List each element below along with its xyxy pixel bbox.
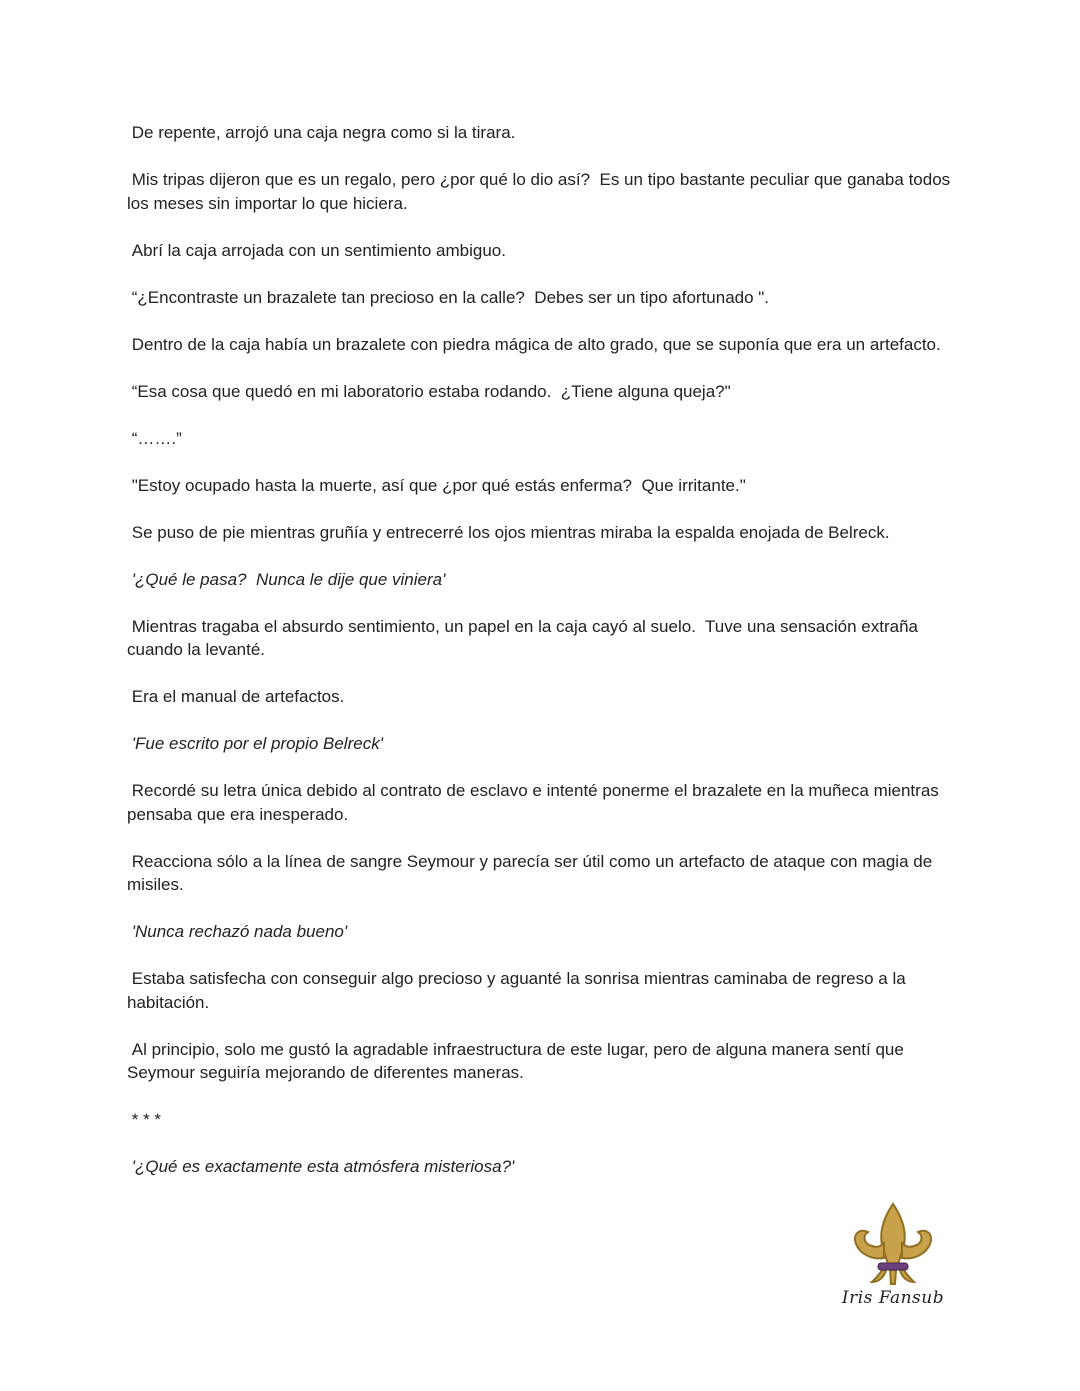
paragraph: Mientras tragaba el absurdo sentimiento, un papel en la caja cayó al suelo. Tuve una sensación extraña cuando la levanté. bbox=[127, 616, 923, 659]
paragraph: 'Nunca rechazó nada bueno' bbox=[127, 922, 348, 941]
paragraph: Estaba satisfecha con conseguir algo precioso y aguanté la sonrisa mientras caminaba de regreso a la habitación. bbox=[127, 969, 911, 1012]
paragraph: Era el manual de artefactos. bbox=[127, 687, 345, 706]
paragraph: Se puso de pie mientras gruñía y entrecerré los ojos mientras miraba la espalda enojada de Belreck. bbox=[127, 522, 890, 542]
paragraph: “¿Encontraste un brazalete tan precioso en la calle? Debes ser un tipo afortunado ". bbox=[127, 287, 770, 307]
paragraph: "Estoy ocupado hasta la muerte, así que ¿por qué estás enferma? Que irritante." bbox=[127, 475, 746, 495]
paragraph: 'Fue escrito por el propio Belreck' bbox=[127, 734, 383, 753]
paragraph: Reacciona sólo a la línea de sangre Seymour y parecía ser útil como un artefacto de ataque con magia de misiles. bbox=[127, 851, 937, 894]
paragraph: * * * bbox=[127, 1110, 162, 1129]
paragraph: Mis tripas dijeron que es un regalo, pero ¿por qué lo dio así? Es un tipo bastante peculiar que ganaba todos los meses sin importar lo que hiciera. bbox=[127, 170, 955, 213]
paragraph: Recordé su letra única debido al contrato de esclavo e intenté ponerme el brazalete en la muñeca mientras pensaba que era inesperado. bbox=[127, 781, 944, 824]
paragraph: '¿Qué le pasa? Nunca le dije que viniera' bbox=[127, 569, 446, 589]
paragraph: “Esa cosa que quedó en mi laboratorio estaba rodando. ¿Tiene alguna queja?" bbox=[127, 381, 731, 401]
fleur-de-lis-icon bbox=[838, 1200, 948, 1290]
paragraph: “…….” bbox=[127, 428, 182, 448]
watermark-text: Iris Fansub bbox=[841, 1288, 945, 1308]
paragraph: De repente, arrojó una caja negra como si la tirara. bbox=[127, 123, 516, 142]
paragraph: Al principio, solo me gustó la agradable infraestructura de este lugar, pero de alguna manera sentí que Seymour seguiría mejorando de diferentes maneras. bbox=[127, 1039, 909, 1082]
watermark-logo bbox=[838, 1200, 948, 1315]
paragraph: Dentro de la caja había un brazalete con piedra mágica de alto grado, que se suponía que era un artefacto. bbox=[127, 334, 941, 354]
document-body bbox=[127, 121, 957, 1202]
paragraph: Abrí la caja arrojada con un sentimiento ambiguo. bbox=[127, 240, 506, 260]
paragraph: '¿Qué es exactamente esta atmósfera misteriosa?' bbox=[127, 1157, 515, 1176]
